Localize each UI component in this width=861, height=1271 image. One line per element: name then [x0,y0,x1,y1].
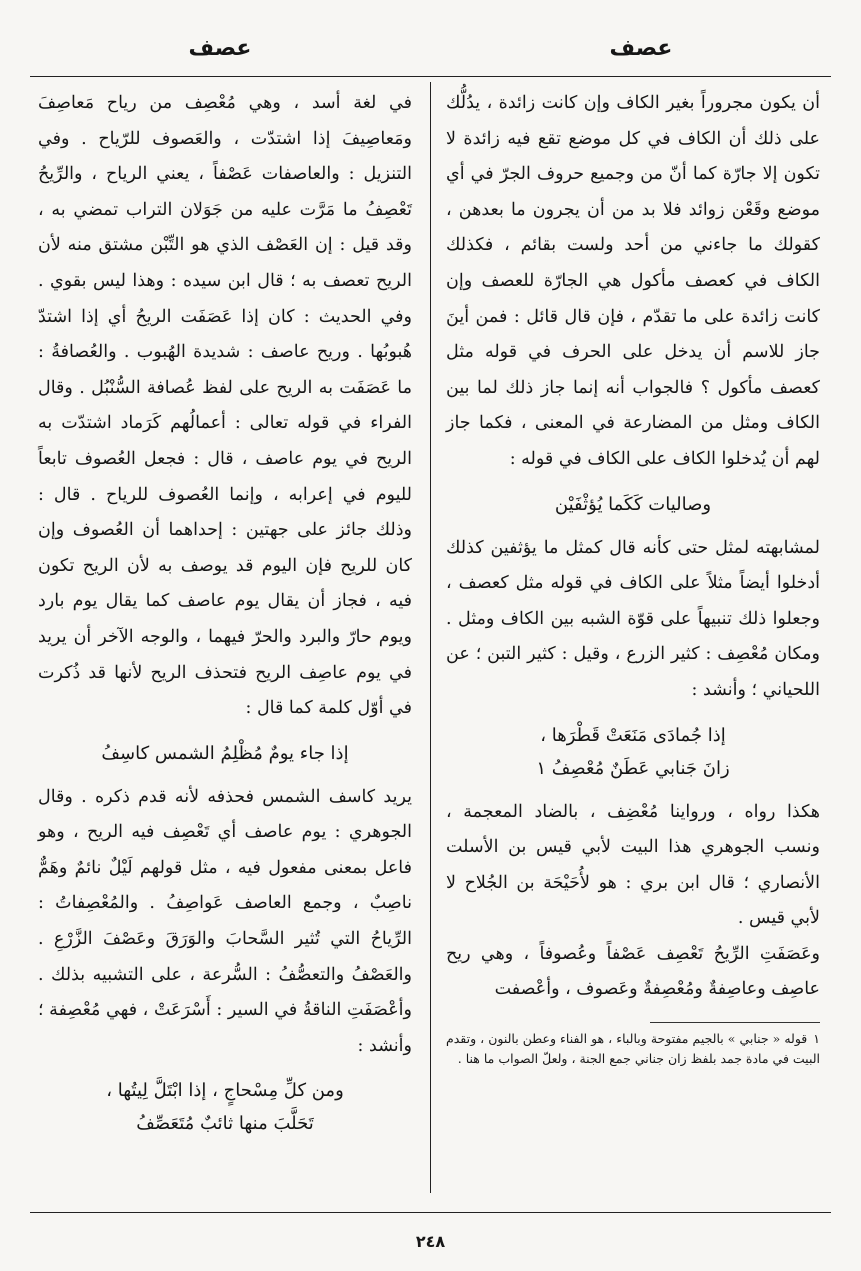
paragraph: وعَصَفَتِ الرِّيحُ تَعْصِف عَصْفاً وعُصوفاً ، وهي ريح عاصِف وعاصِفةٌ ومُعْصِفةٌ وعَصوف ، وأعْصفت [446,943,820,1000]
paragraph: هكذا رواه ، ورواينا مُعْضِف ، بالضاد المعجمة ، ونسب الجوهري هذا البيت لأبي قيس بن الأسلت الأنصاري ؛ قال ابن بري : هو لأُحَيْحَة بن الجُلاح لا لأبي قيس . [446,801,820,929]
page-header [40,28,821,68]
footnote-text: قوله « جنابي » بالجيم مفتوحة وبالباء ، هو الفناء وعطن بالنون ، وتقدم البيت في مادة جمد بلفظ زان جناني جمع الجنة ، ولعلّ الصواب ما هنا . [446,1031,820,1067]
paragraph: لمشابهته لمثل حتى كأنه قال كمثل ما يؤثفين كذلك أدخلوا أيضاً مثلاً على الكاف في قوله مثل كعصف ، وجعلوا ذلك تنبيهاً على قوّة الشبه بين الكاف ومثل . ومكان مُعْصِف : كثير الزرع ، وقيل : كثير التبن ؛ عن اللحياني ؛ وأنشد : [446,537,820,700]
paragraph: أن يكون مجروراً بغير الكاف وإن كانت زائدة ، يدُلُّك على ذلك أن الكاف في كل موضع تقع فيه زائدة لا تكون إلا جارّة كما أنّ من وجميع حروف الجرّ في أي موضع وقَعْن زوائد فلا بد من أن يجرون ما بعدهن ، كقولك ما جاءني من أحد ولست بقائم ، فكذلك الكاف في كعصف مأكول هي الجارّة للعصف وإن كانت زائدة على ما تقدّم ، فإن قال قائل : فمن أينَ جاز للاسم أن يدخل على الحرف في قوله مثل كعصف مأكول ؟ فالجواب أنه إنما جاز ذلك لما بين الكاف ومثل من المضارعة في المعنى ، فكما جاز لهم أن يُدخلوا الكاف على الكاف في قوله : [446,93,820,469]
column-divider [430,82,431,1193]
verse-line: وصاليات كَكَما يُؤثْفَيْن [554,493,712,515]
footer-rule [30,1212,831,1213]
paragraph: يريد كاسف الشمس فحذفه لأنه قدم ذكره . وقال الجوهري : يوم عاصف أي تَعْصِف فيه الريح ، وهو فاعل بمعنى مفعول فيه ، مثل قولهم لَيْلٌ نائمٌ وهَمٌّ ناصِبٌ ، وجمع العاصف عَواصِفُ . والمُعْصِفاتُ : الرِّياحُ التي تُثير السَّحابَ والوَرَقَ وعَصْفَ الزَّرْعِ . والعَصْفُ والتعصُّفُ : السُّرعة ، على التشبيه بذلك . وأعْصَفَتِ الناقةُ في السير : أَسْرَعَتْ ، فهي مُعْصِفة ؛ وأنشد : [38,786,412,1056]
verse-line: إذا جُمادَى مَنَعَتْ قَطْرَها ، [540,724,726,746]
header-rule [30,76,831,77]
verse-line: تَحَلَّبَ منها ثائبٌ مُتَعَصِّفُ [136,1113,314,1135]
verse [446,719,820,785]
header-left-word: عصف [188,35,252,61]
right-column [446,86,820,1069]
footnote-rule [650,1022,820,1023]
verse-line: زانَ جَنابي عَطَنٌ مُعْصِفُ ١ [536,757,730,779]
header-right-word: عصف [609,35,673,61]
footnote-number: ١ [813,1031,820,1047]
left-column [38,86,412,1150]
verse [38,1074,412,1140]
verse [38,737,412,770]
paragraph: في لغة أسد ، وهي مُعْصِف من رياح مَعاصِفَ ومَعاصِيفَ إذا اشتدّت ، والعَصوف للرّياح . وفي التنزيل : والعاصفات عَصْفاً ، يعني الرياح ، والرِّيحُ تَعْصِفُ ما مَرَّت عليه من جَوَلان التراب تمضي به ، وقد قيل : إن العَصْف الذي هو التِّبْن مشتق منه لأن الريح تعصف به ؛ قال ابن سيده : وهذا ليس بقوي . وفي الحديث : كان إذا عَصَفَت الريحُ أي إذا اشتدّ هُبوبُها . وريح عاصف : شديدة الهُبوب . والعُصافةُ : ما عَصَفَت به الريح على لفظ عُصافة السُّنْبُل . وقال الفراء في قوله تعالى : أعمالُهم كَرَماد اشتدّت به الريح في يوم عاصف ، قال : فجعل العُصوف تابعاً لليوم في إعرابه ، وإنما العُصوف للرياح . قال : وذلك جائز على جهتين : إحداهما أن العُصوف وإن كان للريح فإن اليوم قد يوصف به لأن الريح تكون فيه ، فجاز أن يقال يوم عاصف كما يقال يوم بارد ويوم حارّ والبرد والحرّ فيهما ، والوجه الآخر أن يريد في يوم عاصِف الريح فتحذف الريح لأنها قد ذُكرت في أوّل كلمة كما قال : [38,93,412,719]
page-number: ٢٤٨ [415,1232,446,1251]
footnote [446,1029,820,1069]
verse-line: ومن كلِّ مِسْحاجٍ ، إذا ابْتَلَّ لِيتُها ، [106,1080,344,1102]
verse [446,488,820,521]
verse-line: إذا جاء يومٌ مُظْلِمُ الشمس كاسِفُ [101,742,349,764]
